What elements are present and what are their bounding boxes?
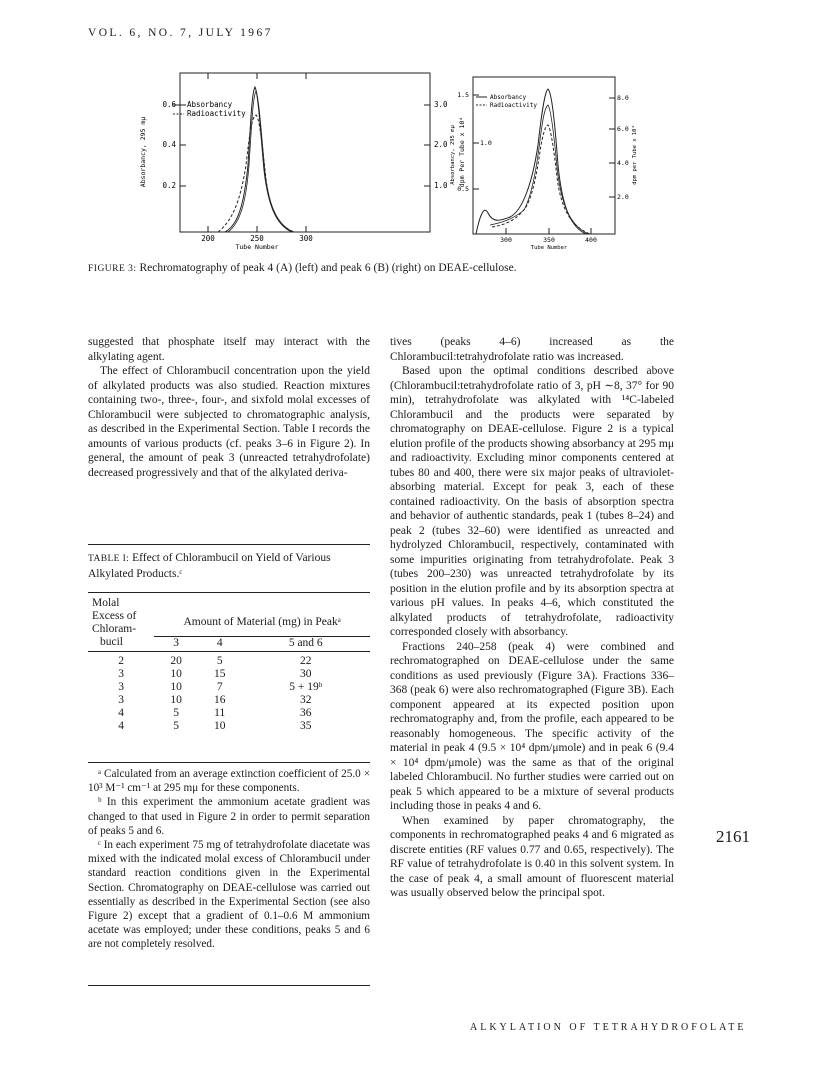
table-col-header: bucil [88,636,154,652]
panel-b-ytick: 0.5 [457,185,469,193]
table-caption [88,551,370,581]
table-cell: 10 [170,694,182,706]
table-cell: 3 [118,668,125,680]
panel-a-xtick: 200 [201,234,215,243]
table-col-header: Chloram- [92,623,137,635]
panel-b-absorbancy-curve [476,89,586,234]
panel-b-absorbancy-curve-2 [490,105,588,234]
table-footnote: ᶜ In each experiment 75 mg of tetrahydrofolate diacetate was mixed with the indicated molal excess of Chlorambucil under standard reaction conditions given in the Experimental Section. Chromatography on DEAE-cellulose was carried out essentially as described in the Experimental Section (see also Figure 2) except that a gradient of 0.1–0.6 M ammonium acetate was employed; under these conditions, peaks 5 and 6 are not completely resolved. [88,839,370,951]
panel-a-xlabel: Tube Number [235,243,279,251]
panel-a-y2tick: 3.0 [434,100,448,109]
table-cell: 36 [300,707,312,719]
figure-caption-text: Rechromatography of peak 4 (A) (left) and peak 6 (B) (right) on DEAE-cellulose. [136,262,517,274]
table-col-header: Excess of [92,610,137,622]
table-sub-header: 3 [154,636,198,652]
panel-a-legend-absorbancy: Absorbancy [187,100,233,109]
paragraph: tives (peaks 4–6) increased as the Chlorambucil:tetrahydrofolate ratio was increased. [390,336,674,363]
table-cell: 10 [213,720,226,732]
paragraph: The effect of Chlorambucil concentration upon the yield of alkylated products was also studied. Reaction mixtures containing two-, three-, four-, and sixfold molal excesses of Chlorambucil were subjected to chromatographic analysis, as described in the Experimental Section. Table I records the amounts of various products (cf. peaks 3–6 in Figure 2). In general, the amount of peak 3 (unreacted tetrahydrofolate) decreased progressively and that of the alkylated deriva- [88,365,370,479]
paragraph: When examined by paper chromatography, the components in rechromatographed peaks 4 and 6 migrated as discrete entities (RF values 0.77 and 0.65, respectively). The RF value of tetrahydrofolate is 0.40 in this solvent system. In the case of peak 4, a small amount of fluorescent material was usually observed below the principal spot. [390,814,674,899]
panel-b-y2tick: 4.0 [617,159,629,167]
table-1 [88,597,370,733]
table-cell: 10 [170,681,182,693]
panel-a-y2tick: 2.0 [434,140,448,149]
panel-b-xtick: 350 [543,236,555,244]
panel-a-frame [180,73,430,232]
paragraph: Fractions 240–258 (peak 4) were combined and rechromatographed on DEAE-cellulose under the same conditions as used previously (Figure 3A). Fractions 336–368 (peak 6) were also rechromatographed (Figure 3B). Each component appeared at its expected position upon rechromatography and, from the profile, each appeared to be reasonably homogeneous. The specific activity of the material in peak 4 (9.5 × 10⁴ dpm/μmole) and in peak 6 (9.4 × 10⁴ dpm/μmole) was the same as that of the original labeled Chlorambucil. No further studies were carried out on peak 5 which appeared to be a mixture of several products including those in peaks 4 and 6. [390,640,674,812]
panel-a-chart [139,73,466,251]
panel-b-y2tick: 6.0 [617,125,629,133]
table-row [88,652,370,669]
table-title: Effect of Chlorambucil on Yield of Various Alkylated Products.ᶜ [88,552,331,580]
page-number: 2161 [716,827,750,846]
table-sub-header: 5 and 6 [242,636,370,652]
table-cell: 3 [118,694,125,706]
panel-a-xtick: 300 [299,234,313,243]
left-column-text [88,335,370,480]
panel-a-xtick: 250 [250,234,264,243]
figure-caption-label: FIGURE 3: [88,264,137,274]
panel-b-xtick: 300 [500,236,512,244]
panel-a-ytick: 0.4 [162,140,176,149]
table-cell: 32 [300,694,312,706]
table-footnotes [88,767,370,952]
table-end-rule [88,985,370,986]
table-cell: 10 [170,668,182,680]
panel-b-y2tick: 8.0 [617,94,629,102]
panel-a-radioactivity-curve [218,115,294,232]
panel-b-legend-radioactivity: Radioactivity [490,102,537,109]
panel-a-y2tick: 1.0 [434,181,448,190]
panel-b-ytick: 1.0 [480,139,492,147]
paragraph: suggested that phosphate itself may interact with the alkylating agent. [88,336,370,363]
table-cell: 11 [214,707,226,719]
table-cell: 20 [170,655,182,667]
table-cell: 5 [216,655,223,667]
table-footnote: ᵃ Calculated from an average extinction coefficient of 25.0 × 10³ M⁻¹ cm⁻¹ at 295 mμ for these components. [88,768,370,795]
panel-b-ytick: 1.5 [457,91,469,99]
panel-b-chart [450,77,638,251]
right-column-text [390,335,674,901]
table-sub-header: 4 [198,636,242,652]
panel-b-y2tick: 2.0 [617,193,629,201]
running-footer: ALKYLATION OF TETRAHYDROFOLATE [470,1022,747,1033]
panel-a-y2label: dpm Per Tube x 10⁴ [458,116,466,188]
table-cell: 5 + 19ᵇ [289,681,323,693]
panel-a-legend-radioactivity: Radioactivity [187,109,246,118]
table-cell: 5 [173,707,179,719]
table-top-rule [88,544,370,545]
panel-b-legend-absorbancy: Absorbancy [490,94,527,101]
table-cell: 30 [300,668,312,680]
figure-3 [80,55,760,260]
figure-caption [88,262,748,274]
table-cell: 5 [173,720,179,732]
table-cell: 22 [300,655,312,667]
panel-a-ylabel: Absorbancy, 295 mμ [139,116,147,188]
table-cell: 15 [213,668,226,680]
paragraph: Based upon the optimal conditions described above (Chlorambucil:tetrahydrofolate ratio of 3, pH ∼8, 37° for 90 min), tetrahydrofolate was alkylated with ¹⁴C-labeled Chlorambucil and the products were separated by chromatography on DEAE-cellulose. Figure 2 is a typical elution profile of the products showing absorbancy at 295 mμ and radioactivity. Excluding minor components centered at tubes 80 and 400, there were six major peaks of ultraviolet-absorbing material. Except for peak 3, each of these contained radioactivity. On the basis of absorption spectra and behavior of authentic standards, peak 1 (tubes 8–24) and peak 2 (tubes 32–60) were identified as unreacted and hydrolyzed Chlorambucil, respectively, contaminated with some impurities originating from tetrahydrofolate. Peak 3 (tubes 200–230) was unreacted tetrahydrofolate by its position in the elution profile and by its absorption spectra at various pH values. In peaks 4–6, which constituted the alkylated products of tetrahydrofolate, radioactivity corresponded closely with absorbancy. [390,365,674,638]
table-row [88,707,370,720]
table-cell: 3 [118,681,125,693]
panel-a-ytick: 0.6 [162,100,176,109]
table-cell: 2 [118,655,125,667]
running-header: VOL. 6, NO. 7, JULY 1967 [88,27,273,39]
table-cell: 4 [118,707,125,719]
table-col-header: Molal [92,597,120,609]
table-footnote: ᵇ In this experiment the ammonium acetate gradient was changed to that used in Figure 2 in order to permit separation of peaks 5 and 6. [88,796,370,837]
table-cell: 35 [300,720,312,732]
table-group-header: Amount of Material (mg) in Peakᵃ [183,616,341,629]
panel-b-radioactivity-curve [492,125,590,234]
table-row [88,668,370,681]
table-row [88,681,370,694]
table-header-rule [88,592,370,593]
panel-b-xtick: 400 [585,236,597,244]
panel-b-ylabel: Absorbancy, 295 mμ [450,125,456,185]
panel-b-y2label: dpm per Tube x 10⁴ [632,125,638,185]
table-bottom-rule [88,762,370,763]
table-label: TABLE I: [88,554,130,564]
table-cell: 4 [118,720,125,732]
table-cell: 7 [216,681,223,693]
table-row [88,720,370,733]
table-cell: 16 [213,694,226,706]
panel-b-xlabel: Tube Number [530,245,568,251]
panel-a-ytick: 0.2 [162,181,176,190]
table-row [88,694,370,707]
